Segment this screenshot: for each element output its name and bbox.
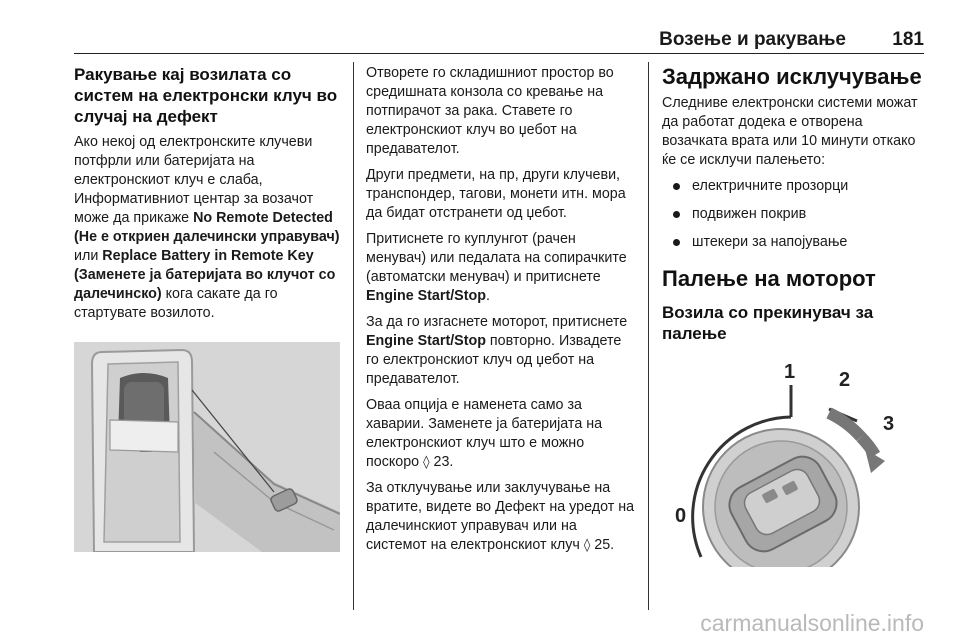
ignition-position-2: 2 bbox=[839, 369, 851, 391]
ignition-position-3: 3 bbox=[883, 413, 895, 435]
paragraph-emergency-intro: Ако некој од електронските клучеви потфрли или батеријата на електронскиот клуч е слаба, Информативниот центар за возачот може да прикаже No Remote Detected (Не е откриен далечински управувач) или Replace Battery in Remote Key (Заменете ја батеријата во клучот со далечинско) кога сакате да го стартувате возилото. bbox=[74, 134, 340, 321]
section-heading-retained-power: Задржано исклучување bbox=[662, 64, 922, 89]
column-divider-2 bbox=[648, 62, 649, 610]
page-reference-link[interactable]: 23 bbox=[433, 454, 450, 470]
ignition-switch-illustration bbox=[661, 357, 927, 567]
paragraph-lock-doors: За отклучување или заклучување на вратите, видете во Дефект на уредот на далечинскиот управувач или на системот на електронскиот клуч ◊ 25. bbox=[366, 480, 635, 553]
watermark: carmanualsonline.info bbox=[700, 610, 924, 636]
engine-start-stop-label: Engine Start/Stop bbox=[366, 288, 486, 304]
paragraph-stop-engine: За да го изгаснете моторот, притиснете Engine Start/Stop повторно. Извадете го електронскиот клуч од џебот на предавателот. bbox=[366, 314, 628, 387]
list-item: електричните прозорци bbox=[662, 177, 928, 196]
page-header bbox=[74, 27, 924, 54]
page-number: 181 bbox=[892, 29, 924, 50]
paragraph-press-clutch: Притиснете го куплунгот (рачен менувач) или педалата на сопирачките (автоматски менувач) и притиснете Engine Start/Stop. bbox=[366, 231, 627, 304]
column-3 bbox=[662, 64, 928, 350]
column-1 bbox=[74, 64, 344, 330]
list-item: подвижен покрив bbox=[662, 205, 928, 224]
section-title: Возење и ракување bbox=[659, 29, 846, 50]
section-heading-starting-engine: Палење на моторот bbox=[662, 266, 876, 291]
column-divider-1 bbox=[353, 62, 354, 610]
page-reference-icon: ◊ bbox=[583, 538, 591, 553]
list-item: штекери за напојување bbox=[662, 233, 928, 252]
paragraph-open-storage: Отворете го складишниот простор во средишната конзола со кревање на потпирачот за рака. Ставете го електронскиот клуч во џебот на предавателот. bbox=[366, 65, 614, 157]
ignition-position-0: 0 bbox=[675, 505, 687, 527]
paragraph-emergency-only: Оваа опција е наменета само за хаварии. Заменете ја батеријата на електронскиот клуч што е можно поскоро ◊ 23. bbox=[366, 397, 603, 470]
retained-power-list bbox=[662, 177, 928, 252]
transmitter-pocket-illustration bbox=[74, 342, 340, 552]
column-2 bbox=[366, 64, 638, 562]
page-reference-link[interactable]: 25 bbox=[594, 537, 611, 553]
paragraph-remove-objects: Други предмети, на пр, други клучеви, транспондер, тагови, монети итн. мора да бидат отстранети од џебот. bbox=[366, 167, 626, 221]
engine-start-stop-label: Engine Start/Stop bbox=[366, 333, 486, 349]
message-no-remote: No Remote Detected (Не е откриен далечински управувач) bbox=[74, 210, 340, 245]
ignition-position-1: 1 bbox=[784, 361, 796, 383]
section-heading-emergency: Ракување кај возилата со систем на електронски клуч во случај на дефект bbox=[74, 65, 338, 126]
subheading-ignition-switch: Возила со прекинувач за палење bbox=[662, 303, 874, 343]
page-reference-icon: ◊ bbox=[423, 455, 430, 470]
paragraph-retained-power: Следниве електронски системи можат да работат додека е отворена возачката врата или 10 минути откако ќе се исклучи палењето: bbox=[662, 95, 918, 168]
message-replace-battery: Replace Battery in Remote Key (Заменете ја батеријата во клучот со далечинско) bbox=[74, 248, 336, 302]
